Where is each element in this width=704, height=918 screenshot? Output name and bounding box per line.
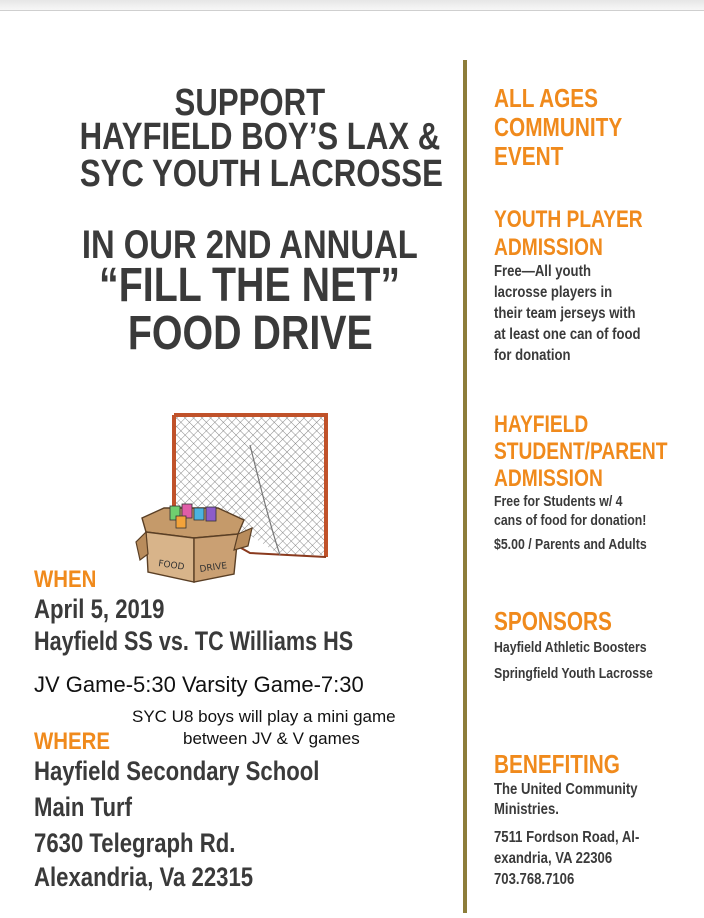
benefiting-phone: 703.768.7106 xyxy=(494,871,575,888)
headline-fill-the-net: “FILL THE NET” xyxy=(99,259,401,312)
svg-text:FOOD: FOOD xyxy=(157,559,185,573)
event-title-line1: ALL AGES xyxy=(494,83,599,113)
svg-text:DRIVE: DRIVE xyxy=(199,561,228,575)
headline-hayfield: HAYFIELD BOY’S LAX & xyxy=(79,116,441,158)
benefiting-org-line2: Ministries. xyxy=(494,801,559,818)
where-line4: Alexandria, Va 22315 xyxy=(34,862,254,892)
sponsor-item: Springfield Youth Lacrosse xyxy=(494,665,653,682)
headline-annual: IN OUR 2ND ANNUAL xyxy=(82,223,418,267)
when-note-line1: SYC U8 boys will play a mini game xyxy=(132,707,396,726)
when-note-line2: between JV & V games xyxy=(183,729,360,748)
youth-body-line: Free—All youth xyxy=(494,263,591,280)
hayfield-body-line: cans of food for donation! xyxy=(494,512,647,529)
benefiting-address-line: exandria, VA 22306 xyxy=(494,850,613,867)
youth-body-line: lacrosse players in xyxy=(494,284,613,301)
when-date: April 5, 2019 xyxy=(34,594,165,624)
event-title-line3: EVENT xyxy=(494,141,564,171)
headline-syc: SYC YOUTH LACROSSE xyxy=(79,153,443,195)
column-divider xyxy=(463,60,467,913)
where-label: WHERE xyxy=(34,728,110,755)
window-top-bar xyxy=(0,0,704,11)
headline-support: SUPPORT xyxy=(174,82,326,124)
event-title-line2: COMMUNITY xyxy=(494,112,623,142)
benefiting-address-line: 7511 Fordson Road, Al- xyxy=(494,829,640,846)
hayfield-price: $5.00 / Parents and Adults xyxy=(494,536,647,553)
youth-body-line: for donation xyxy=(494,347,571,364)
when-matchup: Hayfield SS vs. TC Williams HS xyxy=(34,626,354,656)
sponsors-title: SPONSORS xyxy=(494,606,612,636)
benefiting-title: BENEFITING xyxy=(494,749,620,779)
hayfield-body-line: Free for Students w/ 4 xyxy=(494,493,623,510)
hayfield-title-line1: HAYFIELD xyxy=(494,411,589,438)
when-label: WHEN xyxy=(34,566,97,593)
when-times: JV Game-5:30 Varsity Game-7:30 xyxy=(34,672,364,697)
youth-body-line: at least one can of food xyxy=(494,326,641,343)
food-drive-box-illustration xyxy=(134,498,254,584)
benefiting-org-line1: The United Community xyxy=(494,781,638,798)
hayfield-title-line3: ADMISSION xyxy=(494,465,603,492)
youth-body-line: their team jerseys with xyxy=(494,305,636,322)
youth-title-line2: ADMISSION xyxy=(494,234,603,261)
hayfield-title-line2: STUDENT/PARENT xyxy=(494,438,668,465)
where-line2: Main Turf xyxy=(34,792,132,822)
youth-title-line1: YOUTH PLAYER xyxy=(494,206,643,233)
sponsor-item: Hayfield Athletic Boosters xyxy=(494,639,647,656)
headline-food-drive: FOOD DRIVE xyxy=(127,307,373,360)
where-line1: Hayfield Secondary School xyxy=(34,756,320,786)
where-line3: 7630 Telegraph Rd. xyxy=(34,828,236,858)
